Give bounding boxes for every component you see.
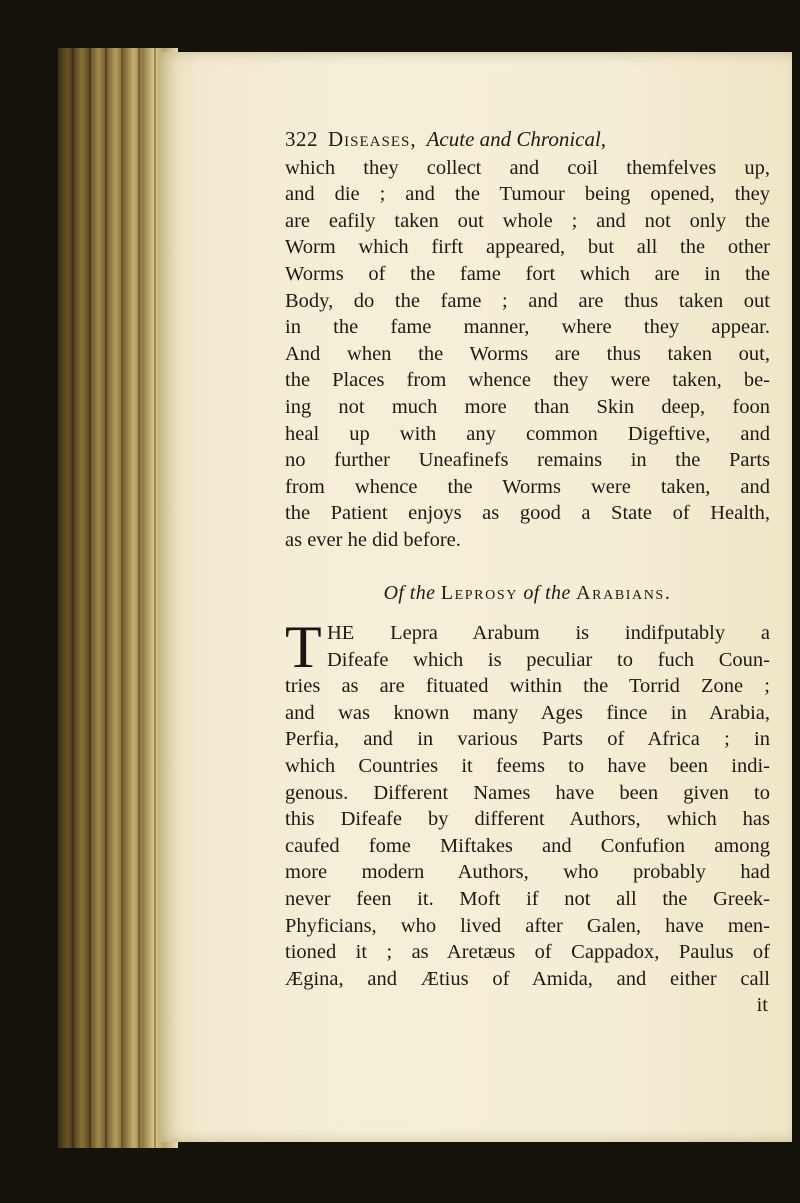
text-line: and die ; and the Tumour being opened, they	[285, 183, 770, 206]
running-head	[285, 126, 770, 153]
text-line: as ever he did before.	[285, 528, 461, 551]
page-number: 322	[285, 127, 318, 151]
text-line: genous. Different Names have been given to	[285, 781, 770, 804]
heading-of-the-1: Of the	[383, 581, 436, 604]
running-head-caps: Diseases,	[328, 127, 417, 151]
page-text	[285, 126, 770, 1019]
text-line: caufed fome Miftakes and Confufion among	[285, 834, 770, 857]
text-line: and was known many Ages fince in Arabia,	[285, 701, 770, 724]
text-line: more modern Authors, who probably had	[285, 861, 770, 884]
text-line: which Countries it feems to have been indi-	[285, 755, 770, 778]
text-line: this Difeafe by different Authors, which has	[285, 808, 770, 831]
text-line: tries as are fituated within the Torrid Zone ;	[285, 675, 770, 698]
text-line: the Places from whence they were taken, be-	[285, 369, 770, 392]
text-line: ing not much more than Skin deep, foon	[285, 395, 770, 418]
drop-cap: T	[285, 614, 322, 681]
running-head-italic: Acute and Chronical,	[426, 127, 607, 151]
text-line: from whence the Worms were taken, and	[285, 475, 770, 498]
text-line: Perfia, and in various Parts of Africa ; in	[285, 728, 770, 751]
paragraph-1	[285, 155, 770, 554]
text-line: in the fame manner, where they appear.	[285, 316, 770, 339]
heading-of-the-2: of the	[523, 581, 571, 604]
catchword: it	[756, 994, 768, 1017]
text-line: Difeafe which is peculiar to fuch Coun-	[327, 648, 770, 671]
text-line: Ægina, and Ætius of Amida, and either call	[285, 967, 770, 990]
text-line: Body, do the fame ; and are thus taken out	[285, 289, 770, 312]
text-line: which they collect and coil themfelves up,	[285, 156, 770, 179]
paragraph-2	[285, 614, 770, 992]
text-line: And when the Worms are thus taken out,	[285, 342, 770, 365]
text-line: tioned it ; as Aretæus of Cappadox, Paulus of	[285, 941, 770, 964]
text-line: Phyficians, who lived after Galen, have men-	[285, 914, 770, 937]
text-line: Worms of the fame fort which are in the	[285, 262, 770, 285]
text-line: heal up with any common Digeftive, and	[285, 422, 770, 445]
text-line: HE Lepra Arabum is indifputably a	[327, 622, 770, 645]
text-line: Worm which firft appeared, but all the other	[285, 236, 770, 259]
text-line: the Patient enjoys as good a State of Health,	[285, 502, 770, 525]
text-line: never feen it. Moft if not all the Greek-	[285, 888, 770, 911]
section-heading	[285, 580, 770, 607]
heading-leprosy: Leprosy	[440, 581, 518, 604]
text-line: no further Uneafinefs remains in the Parts	[285, 449, 770, 472]
text-line: are eafily taken out whole ; and not only the	[285, 209, 770, 232]
heading-arabians: Arabians.	[576, 581, 672, 604]
